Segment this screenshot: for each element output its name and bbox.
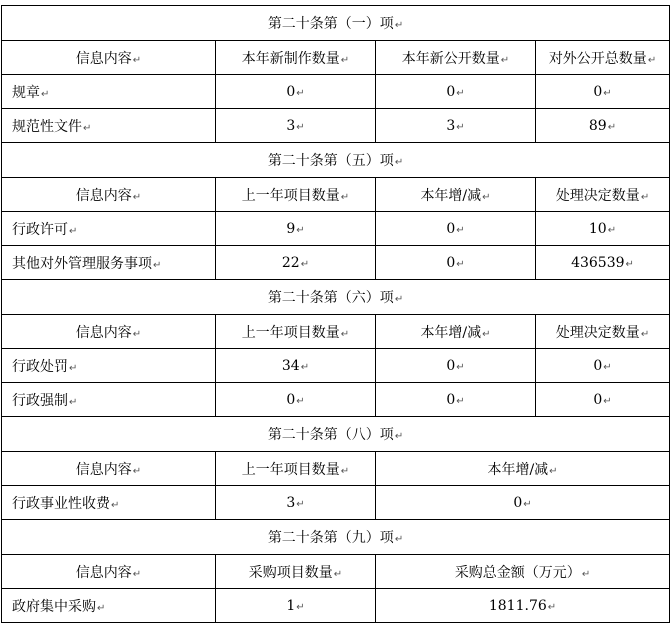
cell-value: 22↵ [216,246,376,280]
column-header: 本年增/减↵ [376,315,536,349]
cell-value: 0↵ [376,349,536,383]
column-header: 对外公开总数量↵ [536,41,670,75]
table-row [2,589,670,623]
cell-value: 3↵ [376,109,536,143]
row-label: 规章↵ [2,75,216,109]
column-header: 本年增/减↵ [376,452,670,486]
row-label: 政府集中采购↵ [2,589,216,623]
cell-value: 0↵ [376,212,536,246]
table-row [2,383,670,417]
cell-value: 436539↵ [536,246,670,280]
column-header: 上一年项目数量↵ [216,452,376,486]
cell-value: 0↵ [376,486,670,520]
section-title: 第二十条第（六）项↵ [2,280,670,315]
cell-value: 89↵ [536,109,670,143]
row-label: 行政事业性收费↵ [2,486,216,520]
column-header: 信息内容↵ [2,315,216,349]
table-row [2,75,670,109]
cell-value: 0↵ [216,75,376,109]
table-row [2,246,670,280]
column-header: 采购项目数量↵ [216,555,376,589]
column-header: 本年新制作数量↵ [216,41,376,75]
column-header: 本年新公开数量↵ [376,41,536,75]
cell-value: 0↵ [216,383,376,417]
table-row [2,486,670,520]
row-label: 其他对外管理服务事项↵ [2,246,216,280]
column-header: 本年增/减↵ [376,178,536,212]
column-header: 信息内容↵ [2,555,216,589]
column-header: 处理决定数量↵ [536,315,670,349]
cell-value: 0↵ [536,349,670,383]
table-row [2,212,670,246]
cell-value: 0↵ [376,75,536,109]
disclosure-table [1,5,670,623]
cell-value: 9↵ [216,212,376,246]
cell-value: 0↵ [376,383,536,417]
cell-value: 0↵ [536,383,670,417]
row-label: 规范性文件↵ [2,109,216,143]
section-title: 第二十条第（八）项↵ [2,417,670,452]
column-header: 上一年项目数量↵ [216,178,376,212]
cell-value: 34↵ [216,349,376,383]
section-title: 第二十条第（一）项↵ [2,6,670,41]
column-header: 信息内容↵ [2,452,216,486]
column-header: 上一年项目数量↵ [216,315,376,349]
cell-value: 10↵ [536,212,670,246]
cell-value: 3↵ [216,109,376,143]
row-label: 行政许可↵ [2,212,216,246]
column-header: 信息内容↵ [2,178,216,212]
cell-value: 0↵ [376,246,536,280]
column-header: 采购总金额（万元）↵ [376,555,670,589]
column-header: 处理决定数量↵ [536,178,670,212]
cell-value: 1811.76↵ [376,589,670,623]
table-row [2,109,670,143]
section-title: 第二十条第（九）项↵ [2,520,670,555]
cell-value: 1↵ [216,589,376,623]
cell-value: 0↵ [536,75,670,109]
row-label: 行政强制↵ [2,383,216,417]
column-header: 信息内容↵ [2,41,216,75]
section-title: 第二十条第（五）项↵ [2,143,670,178]
row-label: 行政处罚↵ [2,349,216,383]
table-row [2,349,670,383]
cell-value: 3↵ [216,486,376,520]
